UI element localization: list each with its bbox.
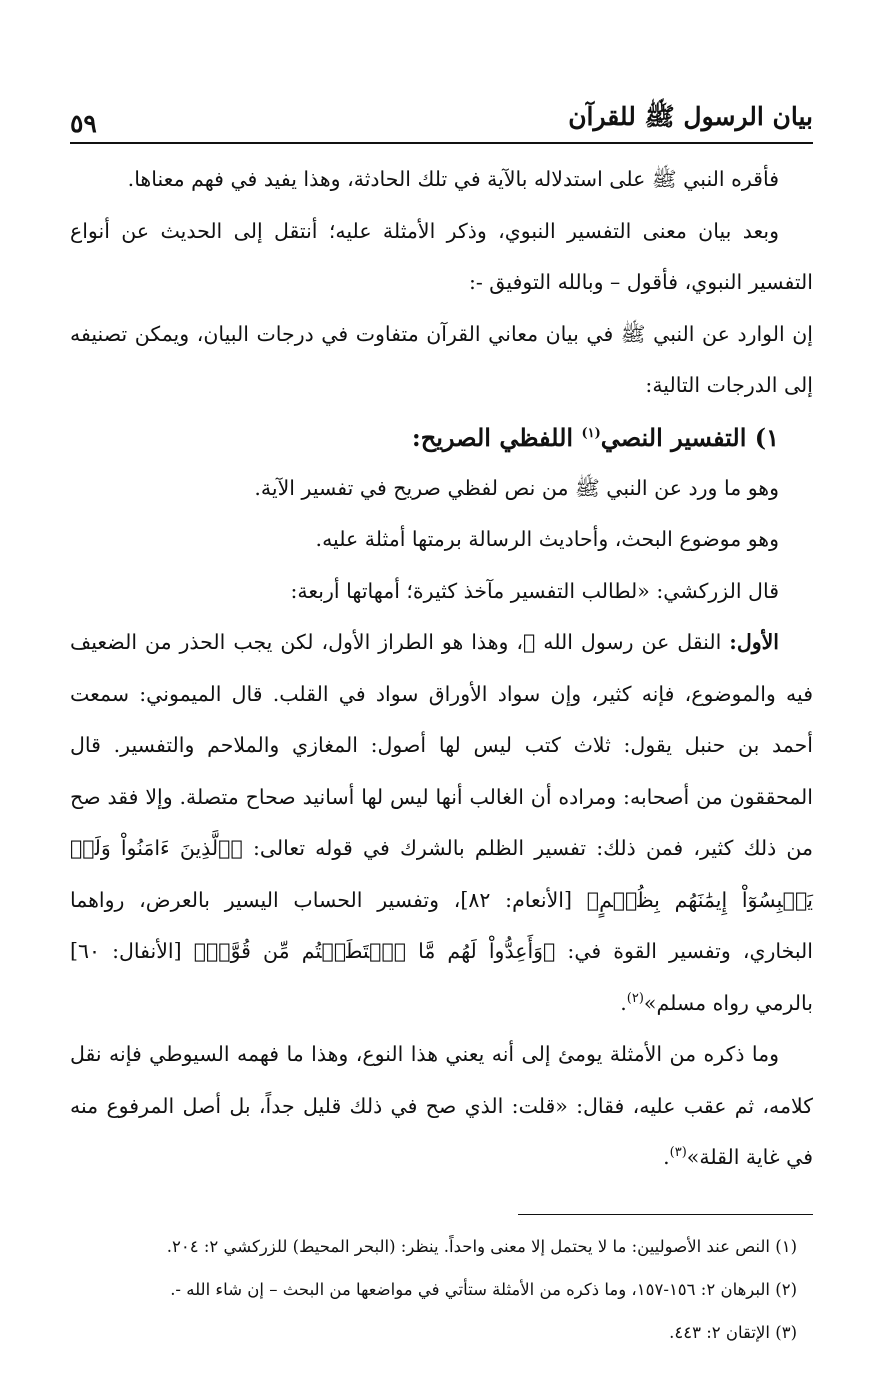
footnote-1: (١) النص عند الأصوليين: ما لا يحتمل إلا معنى واحداً. ينظر: (البحر المحيط) للزركشي ٢: ٢٠٤. <box>166 1236 797 1256</box>
paragraph-8-end: . <box>663 1145 670 1169</box>
section-heading <box>70 412 813 463</box>
paragraph-5: وهو موضوع البحث، وأحاديث الرسالة برمتها أمثلة عليه. <box>315 527 779 551</box>
header-title: بيان الرسول ﷺ للقرآن <box>568 102 813 131</box>
heading-main: ١) التفسير النصي <box>600 422 779 452</box>
paragraph-1: فأقره النبي ﷺ على استدلاله بالآية في تلك الحادثة، وهذا يفيد في فهم معناها. <box>127 167 779 191</box>
paragraph-7-end: . <box>620 990 627 1015</box>
paragraph-7 <box>70 617 813 1029</box>
footnotes <box>70 1225 813 1354</box>
page-number: ٥٩ <box>70 109 97 138</box>
footnote-ref-2[interactable]: (٢) <box>626 990 644 1006</box>
running-header <box>70 104 813 144</box>
paragraph-2: وبعد بيان معنى التفسير النبوي، وذكر الأمثلة عليه؛ أنتقل إلى الحديث عن أنواع التفسير النبوي، فأقول – وبالله التوفيق -: <box>70 218 813 294</box>
footnote-divider <box>518 1214 813 1215</box>
footnote-ref-1[interactable]: (١) <box>581 425 601 441</box>
paragraph-3: إن الوارد عن النبي ﷺ في بيان معاني القرآن متفاوت في درجات البيان، ويمكن تصنيفه إلى الدرجات التالية: <box>70 321 813 397</box>
footnote-3: (٣) الإتقان ٢: ٤٤٣. <box>669 1322 797 1342</box>
paragraph-4: وهو ما ورد عن النبي ﷺ من نص لفظي صريح في تفسير الآية. <box>254 475 779 500</box>
paragraph-7-text: النقل عن رسول الله ﷺ، وهذا هو الطراز الأول، لكن يجب الحذر من الضعيف فيه والموضوع، فإنه كثير، وإن سواد الأوراق سواد في القلب. قال الميموني: سمعت أحمد بن حنبل يقول: ثلاث كتب ليس لها أصول: المغازي والملاحم والتفسير. قال المحققون من أصحابه: ومراده أن الغالب أنها ليس لها أسانيد صحاح متصلة. وإلا فقد صح من ذلك كثير، فمن ذلك: تفسير الظلم بالشرك في قوله تعالى: ﴿ٱلَّذِينَ ءَامَنُواْ وَلَمۡ يَلۡبِسُوٓاْ إِيمَٰنَهُم بِظُلۡمٍ﴾ [الأنعام: ٨٢]، وتفسير الحساب اليسير بالعرض، رواهما البخاري، وتفسير القوة في: ﴿وَأَعِدُّواْ لَهُم مَّا ٱسۡتَطَعۡتُم مِّن قُوَّةٖ﴾ [الأنفال: ٦٠] بالرمي رواه مسلم» <box>70 630 813 1015</box>
heading-rest: اللفظي الصريح: <box>411 422 582 452</box>
paragraph-8 <box>70 1029 813 1184</box>
paragraph-6: قال الزركشي: «لطالب التفسير مآخذ كثيرة؛ أمهاتها أربعة: <box>290 578 779 603</box>
footnote-ref-3[interactable]: (٣) <box>669 1145 687 1161</box>
footnote-2: (٢) البرهان ٢: ١٥٦-١٥٧، وما ذكره من الأمثلة ستأتي في مواضعها من البحث – إن شاء الله -. <box>170 1279 797 1299</box>
main-text <box>70 154 813 1184</box>
paragraph-8-text: وما ذكره من الأمثلة يومئ إلى أنه يعني هذا النوع، وهذا ما فهمه السيوطي فإنه نقل كلامه، ثم عقب عليه، فقال: «قلت: الذي صح في ذلك قليل جداً، بل أصل المرفوع منه في غاية القلة» <box>70 1042 813 1169</box>
paragraph-7-lead: الأول: <box>729 630 779 654</box>
